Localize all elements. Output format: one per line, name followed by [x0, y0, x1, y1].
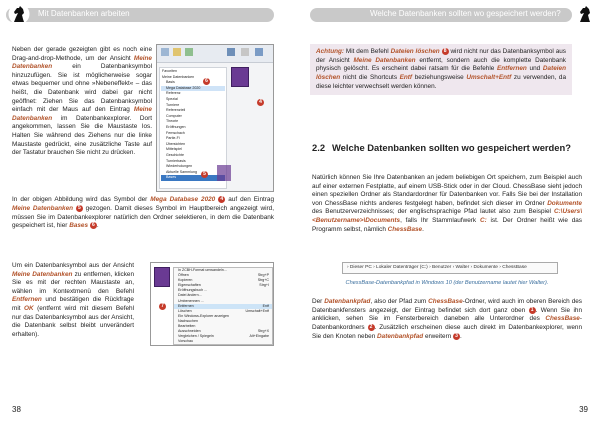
- right-paragraph-2: Der Datenbankpfad, also der Pfad zum ChessBase-Ordner, wird auch im oberen Bereich des Datenbankfensters angezeigt, der Eintrag befindet sich dort ganz oben 1 . Wenn Sie ihn anklicken, sehen Sie im Fensterbereich daneben alle Unterordner des ChessBase-Datenbankordners 2 . Zusätzlich erscheinen diese auch direkt im Datenbankexplorer, wenn Sie den Knoten neben Datenbankpfad erweitern 3 .: [312, 298, 582, 340]
- menu-item-shortcut: Strg+C: [257, 278, 269, 283]
- highlight-term: Entf: [399, 73, 413, 81]
- context-menu-item[interactable]: [174, 339, 272, 344]
- knight-logo-icon: [8, 3, 30, 25]
- highlight-term: Dateien löschen: [316, 65, 566, 81]
- marker-5: 5: [201, 171, 208, 178]
- menu-item-label: Eröffnungsbuch ...: [178, 288, 208, 293]
- highlight-term: OK: [24, 304, 34, 312]
- highlight-term: Meine Datenbanken: [353, 56, 416, 64]
- right-page-number: 39: [579, 405, 588, 414]
- menu-item-label: Löschen: [178, 308, 192, 313]
- menu-item-label: Eigenschaften: [178, 283, 201, 288]
- explorer-address-bar[interactable]: › Dieser PC › Lokaler Datenträger (C:) › Benutzer › Walter › Dokumente › ChessBase: [342, 262, 558, 274]
- mega-database-icon[interactable]: [231, 67, 249, 87]
- ribbon-icon-2: [173, 48, 181, 56]
- tree-item[interactable]: Referenzteil: [166, 108, 186, 113]
- left-header-title: Mit Datenbanken arbeiten: [38, 9, 130, 18]
- tree-item[interactable]: Aktuelle Sammlung: [166, 169, 197, 174]
- tree-item[interactable]: Turniere: [166, 102, 180, 107]
- tree-item[interactable]: Mittelspiel: [166, 147, 182, 152]
- step-marker: 2: [368, 324, 375, 331]
- highlight-term: C:\Users\<Benutzername>\Documents: [312, 208, 582, 224]
- tree-item[interactable]: Geschichte: [166, 152, 184, 157]
- menu-item-label: Umbenennen ...: [178, 298, 204, 303]
- left-page-number: 38: [12, 405, 21, 414]
- tree-item[interactable]: Partie-Fi: [166, 136, 180, 141]
- menu-item-shortcut: Strg+X: [257, 329, 269, 334]
- step-marker: 4: [218, 196, 225, 203]
- highlight-term: Entfernen: [12, 296, 42, 304]
- menu-item-label: Kopieren: [178, 278, 193, 283]
- highlight-term: ChessBase: [387, 225, 423, 233]
- tree-item[interactable]: Wiederholungen: [166, 164, 193, 169]
- menu-item-label: Vorschau: [178, 339, 193, 344]
- highlight-term: Umschalt+Entf: [466, 73, 512, 81]
- right-header-bar: [310, 8, 572, 22]
- menu-item-shortcut: Entf: [262, 303, 269, 308]
- menu-item-label: Öffnen: [178, 273, 189, 278]
- tree-item[interactable]: Meine Datenbanken: [162, 74, 195, 79]
- highlight-term: Meine Datenbanken: [12, 106, 152, 122]
- left-header-bar: [6, 8, 274, 22]
- highlight-term: ChessBase: [428, 298, 463, 305]
- highlight-term: Achtung:: [316, 48, 345, 56]
- menu-item-label: In ZCBH-Format umwandeln...: [178, 268, 227, 272]
- menu-item-label: Datei ändern...: [178, 293, 202, 298]
- left-paragraph-3: Um ein Datenbanksymbol aus der Ansicht Meine Datenbanken zu entfernen, klicken Sie es mit der rechten Maustaste an, wählen im Kontextmenü den Befehl Entfernen und bestätigen die Rückfrage mit OK (entfernt wird mit diesem Befehl nur das Datenbanksymbol aus der Ansicht, die Datenbank selbst bleibt unverändert erhalten).: [12, 262, 135, 338]
- highlight-term: Meine Datenbanken: [12, 204, 74, 212]
- drag-database-icon[interactable]: [217, 165, 231, 181]
- highlight-term: Mega Database 2020: [150, 196, 216, 204]
- context-menu-screenshot: [150, 262, 274, 346]
- section-heading: [312, 142, 582, 153]
- menu-item-label: Ein Windows-Explorer anzeigen: [178, 313, 229, 318]
- right-header-title: Welche Datenbanken sollten wo gespeichert werden?: [370, 9, 561, 18]
- highlight-term: Meine Datenbanken: [12, 270, 73, 278]
- menu-item-label: Nachsuchen: [178, 318, 198, 323]
- menu-item-shortcut: Umschalt+Entf: [245, 308, 269, 313]
- database-icon: [154, 267, 170, 287]
- knight-logo-icon: [574, 3, 596, 25]
- marker-6: 6: [203, 78, 210, 85]
- highlight-term: Entfernen: [497, 65, 527, 73]
- address-caption: ChessBase-Datenbankpfad in Windows 10 (der Benutzername lautet hier Walter).: [345, 280, 549, 286]
- ribbon-icon-5: [241, 48, 249, 56]
- step-marker: 1: [529, 307, 536, 314]
- tree-item[interactable]: Übersichten: [166, 141, 186, 146]
- tree-item[interactable]: Spezial: [166, 96, 178, 101]
- highlight-term: Datenbankpfad: [377, 332, 424, 340]
- ribbon-icon-4: [227, 48, 235, 56]
- menu-item-shortcut: Alt+Eingabe: [249, 334, 269, 339]
- left-paragraph-1: Neben der gerade gezeigten gibt es noch eine Drag-and-drop-Methode, um der Ansicht Meine Datenbanken ein Datenbanksymbol hinzuzufügen. Sie ist möglicherweise sogar etwas bequemer und ohne »Nebeneffekt« – das heißt, die Datenbank wird dabei gar nicht geöffnet: Ziehen Sie das Datenbanksymbol einfach mit der Maus auf den Eintrag Meine Datenbanken im Datenbankexplorer. Dort angekommen, lassen Sie die Maustaste los. Halten Sie während des Ziehens nur die linke Maustaste gedrückt, eine zusätzliche Taste auf der Tastatur brauchen Sie nicht zu drücken.: [12, 46, 152, 157]
- menu-item-label: Bearbeiten: [178, 324, 196, 329]
- tree-item[interactable]: Bases: [161, 175, 225, 181]
- tree-item[interactable]: Mega Database 2020: [161, 86, 225, 92]
- step-marker: 6: [90, 222, 97, 229]
- highlight-term: Dokumente: [547, 199, 582, 207]
- highlight-term: ChessBase: [545, 315, 580, 323]
- tree-item[interactable]: Favoriten: [162, 69, 177, 73]
- highlight-term: C:: [479, 216, 487, 224]
- menu-item-shortcut: Strg+P: [257, 273, 269, 278]
- ribbon-icon-6: [255, 48, 263, 56]
- tree-item[interactable]: Referenz: [166, 91, 181, 96]
- highlight-term: Dateien löschen: [390, 48, 440, 56]
- database-explorer-screenshot: [156, 44, 274, 192]
- callout-text: Achtung: Mit dem Befehl Dateien löschen 8 wird nicht nur das Datenbanksymbol aus der Ansicht Meine Datenbanken entfernt, sondern auch die komplette Datenbank physisch gelöscht. Es erscheint dabei ratsam für die Befehle Entfernen und Dateien löschen nicht die Shortcuts Entf beziehungsweise Umschalt+Entf zu verwenden, da diese leichter verwechselt werden können.: [316, 48, 566, 90]
- ribbon-icon-3: [185, 48, 193, 56]
- context-menu: [173, 267, 273, 345]
- ribbon-icon-1: [161, 48, 169, 56]
- menu-item-label: Vergleichen / Spiegeln: [178, 334, 214, 339]
- section-title: Welche Datenbanken sollten wo gespeichert werden?: [332, 142, 571, 153]
- warning-callout: [310, 44, 572, 95]
- right-paragraph-1: Natürlich können Sie Ihre Datenbanken an jedem beliebigen Ort speichern, zum Beispiel auch auf einer externen Festplatte, auf einem USB-Stick oder in der Cloud. ChessBase sieht jedoch einen speziellen Ordner als Standardordner für Datenbanken vor. Falls Sie bei der Installation von ChessBase nichts anderes festgelegt haben, befindet sich dieser im Ordner Dokumente des Benutzerverzeichnisses; der englischsprachige Pfad lautet also zum Beispiel C:\Users\<Benutzername>\Documents, falls Ihr Stammlaufwerk C: ist. Der Ordner heißt wie das Programm selbst, nämlich ChessBase.: [312, 174, 582, 233]
- tree-item[interactable]: Theorie: [166, 119, 179, 124]
- menu-item-label: Entfernen: [178, 303, 194, 308]
- tree-item[interactable]: Turnierbasis: [166, 158, 186, 163]
- tree-item[interactable]: Basis: [166, 80, 175, 85]
- step-marker: 8: [442, 48, 449, 55]
- highlight-term: Datenbankpfad: [324, 298, 371, 305]
- step-marker: 5: [76, 205, 83, 212]
- highlight-term: Meine Datenbanken: [12, 54, 152, 71]
- marker-7: 7: [159, 303, 166, 310]
- menu-item-label: Ausschneiden: [178, 329, 201, 334]
- section-number: 2.2: [312, 142, 326, 153]
- tree-item[interactable]: Eröffnungen: [166, 124, 186, 129]
- menu-item-shortcut: Strg+I: [259, 283, 269, 288]
- left-paragraph-2: In der obigen Abbildung wird das Symbol der Mega Database 2020 4 auf den Eintrag Meine Datenbanken 5 gezogen. Damit dieses Symbol im Hauptbereich angezeigt wird, müssen Sie im Datenbankexplorer natürlich den Ordner selektieren, in dem die Datenbank gespeichert ist, hier Bases 6 .: [12, 196, 275, 230]
- marker-4: 4: [257, 99, 264, 106]
- tree-item[interactable]: Fernschach: [166, 130, 185, 135]
- explorer-tree-items: [161, 69, 225, 181]
- highlight-term: Bases: [69, 222, 89, 230]
- tree-item[interactable]: Computer: [166, 113, 182, 118]
- step-marker: 3: [453, 333, 460, 340]
- right-page: [300, 0, 600, 426]
